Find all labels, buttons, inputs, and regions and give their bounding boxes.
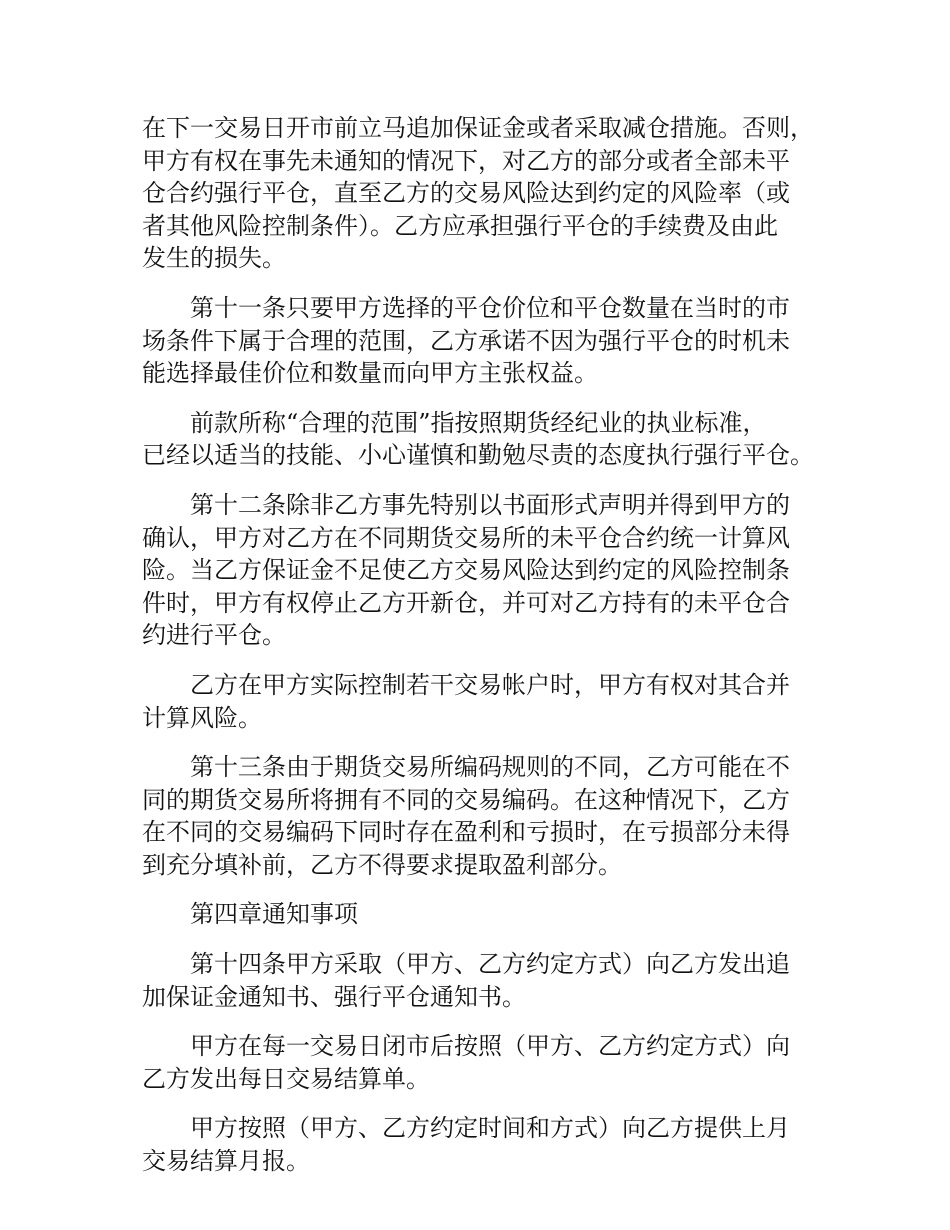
document-page (142, 112, 832, 1195)
text-line: 第十四条甲方采取（甲方、乙方约定方式）向乙方发出追 (190, 950, 790, 979)
paragraph-article-11 (142, 292, 832, 390)
paragraph-account-control (142, 669, 832, 734)
text-line: 在下一交易日开市前立马追加保证金或者采取减仓措施。否则， (142, 114, 814, 142)
paragraph-article-12 (142, 489, 832, 652)
text-line: 约进行平仓。 (142, 621, 286, 650)
text-line: 场条件下属于合理的范围，乙方承诺不因为强行平仓的时机未 (142, 326, 790, 355)
paragraph-article-13 (142, 751, 832, 881)
text-line: 确认，甲方对乙方在不同期货交易所的未平仓合约统一计算风 (142, 523, 790, 552)
text-line: 到充分填补前，乙方不得要求提取盈利部分。 (142, 850, 622, 879)
text-line: 仓合约强行平仓，直至乙方的交易风险达到约定的风险率（或 (142, 179, 790, 208)
text-line: 第四章通知事项 (190, 900, 358, 929)
text-line: 第十三条由于期货交易所编码规则的不同，乙方可能在不 (190, 753, 790, 782)
text-line: 乙方在甲方实际控制若干交易帐户时，甲方有权对其合并 (190, 670, 790, 699)
text-line: 甲方按照（甲方、乙方约定时间和方式）向乙方提供上月 (190, 1114, 790, 1143)
text-line: 件时，甲方有权停止乙方开新仓，并可对乙方持有的未平仓合 (142, 588, 790, 617)
text-line: 第十二条除非乙方事先特别以书面形式声明并得到甲方的 (190, 490, 790, 519)
text-line: 甲方有权在事先未通知的情况下，对乙方的部分或者全部未平 (142, 146, 790, 175)
paragraph-article-14 (142, 948, 832, 1013)
text-line: 第十一条只要甲方选择的平仓价位和平仓数量在当时的市 (190, 293, 790, 322)
text-line: 交易结算月报。 (142, 1147, 310, 1176)
text-line: 同的期货交易所将拥有不同的交易编码。在这种情况下，乙方 (142, 785, 790, 814)
chapter-heading (142, 898, 832, 931)
text-line: 甲方在每一交易日闭市后按照（甲方、乙方约定方式）向 (190, 1032, 790, 1061)
paragraph-1 (142, 112, 832, 275)
text-line: 加保证金通知书、强行平仓通知书。 (142, 982, 526, 1011)
paragraph-daily-statement (142, 1030, 832, 1095)
text-line: 前款所称“合理的范围”指按照期货经纪业的执业标准， (190, 408, 767, 437)
text-line: 已经以适当的技能、小心谨慎和勤勉尽责的态度执行强行平仓。 (142, 441, 814, 470)
paragraph-reasonable-range (142, 407, 832, 472)
text-line: 发生的损失。 (142, 244, 286, 273)
text-line: 险。当乙方保证金不足使乙方交易风险达到约定的风险控制条 (142, 556, 790, 585)
text-line: 在不同的交易编码下同时存在盈利和亏损时，在亏损部分未得 (142, 818, 790, 847)
text-line: 乙方发出每日交易结算单。 (142, 1064, 430, 1093)
text-line: 者其他风险控制条件）。乙方应承担强行平仓的手续费及由此 (142, 211, 778, 240)
paragraph-monthly-report (142, 1112, 832, 1177)
text-line: 能选择最佳价位和数量而向甲方主张权益。 (142, 359, 598, 388)
text-line: 计算风险。 (142, 703, 262, 732)
